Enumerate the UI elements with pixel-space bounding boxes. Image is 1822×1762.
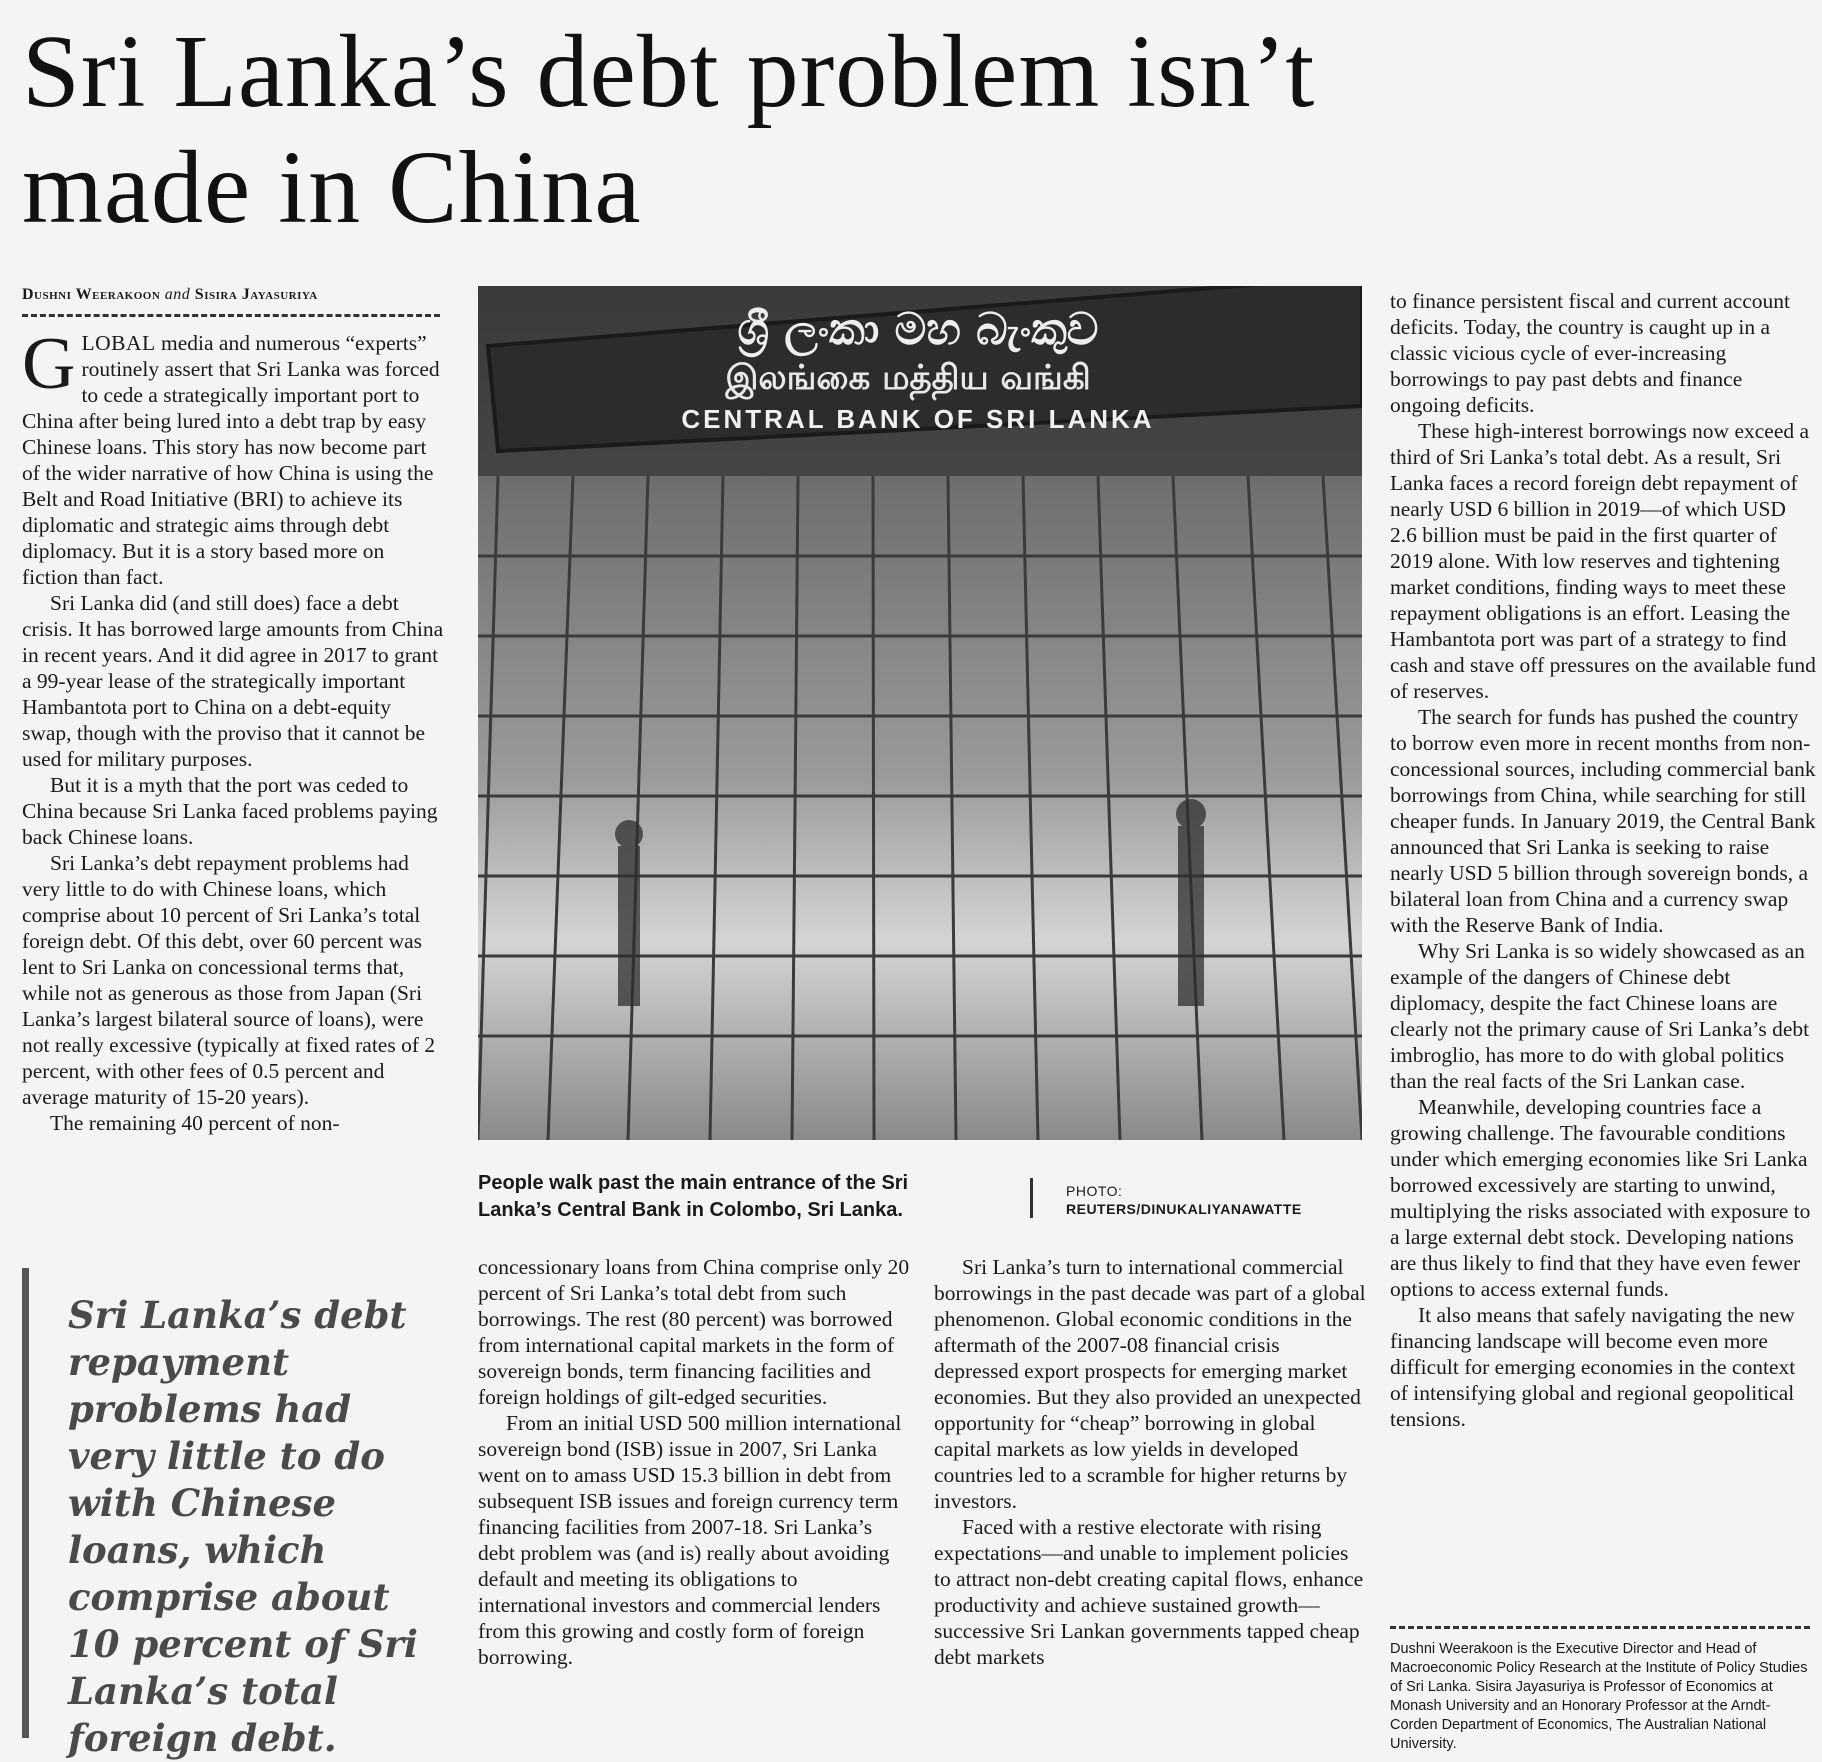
article-column-1 (22, 323, 444, 1136)
photo-caption: People walk past the main entrance of the Sri Lanka’s Central Bank in Colombo, Sri Lanka. (478, 1172, 909, 1221)
central-bank-photo (478, 286, 1362, 1140)
byline-and: and (164, 286, 191, 303)
byline (22, 286, 442, 304)
paragraph: Why Sri Lanka is so widely showcased as an example of the dangers of Chinese debt diplomacy, despite the fact Chinese loans are clearly not the primary cause of Sri Lanka’s debt imbroglio, has more to do with global politics than the real facts of the Sri Lankan case. (1390, 939, 1810, 1093)
headline: Sri Lanka’s debt problem isn’t made in China (22, 14, 1316, 245)
paragraph: Meanwhile, developing countries face a growing challenge. The favourable conditions under which emerging economies like Sri Lanka borrowed excessively are starting to unwind, multiplying the risks associated with exposure to a large external debt stock. Developing nations are thus likely to find that they have even fewer options to access external funds. (1390, 1095, 1811, 1301)
byline-divider (22, 314, 440, 317)
article-column-2 (478, 1254, 910, 1670)
credit-label: PHOTO: (1066, 1183, 1123, 1199)
author-1: Dushni Weerakoon (22, 286, 161, 303)
sign-tamil: இலங்கை மத்திய வங்கி (725, 358, 1091, 398)
author-2: Sisira Jayasuriya (194, 286, 318, 303)
paragraph: to finance persistent fiscal and current account deficits. Today, the country is caught up in a classic vicious cycle of ever-increasing borrowings to pay past debts and finance ongoing deficits. (1390, 289, 1790, 417)
pullquote: Sri Lanka’s debt repayment problems had very little to do with Chinese loans, which comprise about 10 percent of Sri Lanka’s total foreign debt. (68, 1293, 418, 1760)
article-column-3 (934, 1254, 1366, 1670)
paragraph: The remaining 40 percent of non- (50, 1111, 340, 1135)
pullquote-bar (22, 1268, 29, 1738)
paragraph: Faced with a restive electorate with rising expectations—and unable to implement policies to attract non-debt creating capital flows, enhance productivity and achieve sustained growth—successive Sri Lankan governments tapped cheap debt markets (934, 1515, 1364, 1669)
caption-divider (1030, 1178, 1033, 1218)
article-column-4 (1390, 288, 1816, 1432)
paragraph: The search for funds has pushed the country to borrow even more in recent months from non-concessional sources, including commercial bank borrowings from China, while searching for still cheaper funds. In January 2019, the Central Bank announced that Sri Lanka is seeking to raise nearly USD 5 billion through sovereign bonds, a bilateral loan from China and a currency swap with the Reserve Bank of India. (1390, 705, 1816, 937)
paragraph: concessionary loans from China comprise only 20 percent of Sri Lanka’s total debt from such borrowings. The rest (80 percent) was borrowed from international capital markets in the form of sovereign bonds, term financing facilities and foreign holdings of gilt-edged securities. (478, 1255, 910, 1409)
paragraph: Sri Lanka did (and still does) face a debt crisis. It has borrowed large amounts from China in recent years. And it did agree in 2017 to grant a 99-year lease of the strategically important Hambantota port to China on a debt-equity swap, though with the proviso that it cannot be used for military purposes. (22, 591, 444, 771)
paragraph: It also means that safely navigating the new financing landscape will become even more difficult for emerging economies in the context of intensifying global and regional geopolitical tensions. (1390, 1303, 1796, 1431)
paragraph: But it is a myth that the port was ceded to China because Sri Lanka faced problems paying back Chinese loans. (22, 773, 438, 849)
sign-english: CENTRAL BANK OF SRI LANKA (681, 404, 1155, 434)
sign-sinhala: ශ්‍රී ලංකා මහ බැංකුව (737, 304, 1099, 355)
photo-credit (1066, 1182, 1366, 1218)
paragraph: Sri Lanka’s turn to international commercial borrowings in the past decade was part of a global phenomenon. Global economic conditions in the aftermath of the 2007-08 financial crisis depressed export prospects for emerging market economies. But they also provided an unexpected opportunity for “cheap” borrowing in global capital markets as low yields in developed countries led to a scramble for higher returns by investors. (934, 1255, 1366, 1513)
drop-cap: G (22, 323, 76, 405)
author-bio: Dushni Weerakoon is the Executive Director and Head of Macroeconomic Policy Research at the Institute of Policy Studies of Sri Lanka. Sisira Jayasuriya is Professor of Economics at Monash University and an Honorary Professor at the Arndt-Corden Department of Economics, The Australian National University. (1390, 1641, 1808, 1752)
paragraph: These high-interest borrowings now exceed a third of Sri Lanka’s total debt. As a result, Sri Lanka faces a record foreign debt repayment of nearly USD 6 billion in 2019—of which USD 2.6 billion must be paid in the first quarter of 2019 alone. With low reserves and tightening market conditions, finding ways to meet these repayment obligations is an effort. Leasing the Hambantota port was part of a strategy to find cash and stave off pressures on the available fund of reserves. (1390, 419, 1816, 703)
drop-cap-rest: LOBAL (81, 331, 156, 355)
credit-source: REUTERS/DINUKALIYANAWATTE (1066, 1201, 1302, 1217)
paragraph: From an initial USD 500 million international sovereign bond (ISB) issue in 2007, Sri Lanka went on to amass USD 15.3 billion in debt from subsequent ISB issues and foreign currency term financing facilities from 2007-18. Sri Lanka’s debt problem was (and is) really about avoiding default and meeting its obligations to international investors and commercial lenders from this growing and costly form of foreign borrowing. (478, 1411, 902, 1669)
bio-divider (1390, 1626, 1810, 1629)
paragraph (22, 323, 444, 590)
paragraph: Sri Lanka’s debt repayment problems had very little to do with Chinese loans, which comprise about 10 percent of Sri Lanka’s total foreign debt. Of this debt, over 60 percent was lent to Sri Lanka on concessional terms that, while not as generous as those from Japan (Sri Lanka’s largest bilateral source of loans), were not really excessive (typically at fixed rates of 2 percent, with other fees of 0.5 percent and average maturity of 15-20 years). (22, 851, 436, 1109)
paragraph-text: media and numerous “experts” routinely assert that Sri Lanka was forced to cede a strategically important port to China after being lured into a debt trap by easy Chinese loans. This story has now become part of the wider narrative of how China is using the Belt and Road Initiative (BRI) to achieve its diplomatic and strategic aims through debt diplomacy. But it is a story based more on fiction than fact. (22, 331, 440, 589)
